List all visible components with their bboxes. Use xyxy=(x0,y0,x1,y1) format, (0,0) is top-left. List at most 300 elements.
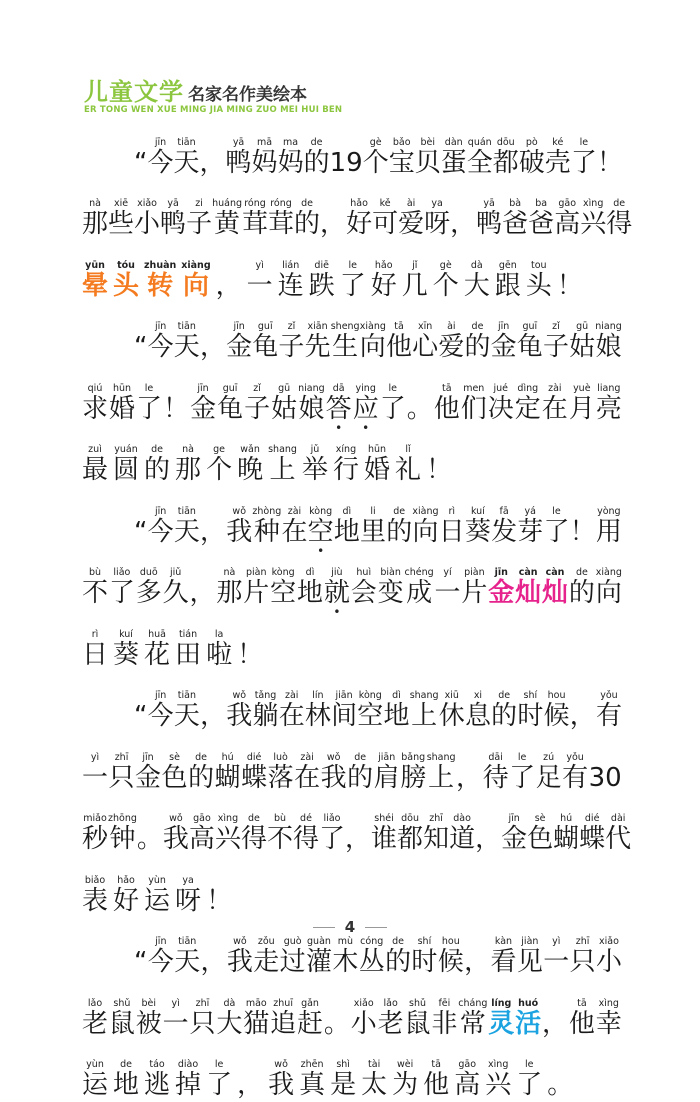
pinyin xyxy=(597,137,623,148)
pinyin: wǒ xyxy=(163,813,189,824)
hanzi-with-pinyin: 他tā xyxy=(423,1059,449,1098)
hanzi-with-pinyin: 子zǐ xyxy=(278,321,304,360)
pinyin: le xyxy=(136,383,162,394)
punctuation: 。 xyxy=(407,383,433,422)
hanzi-with-pinyin: 的de xyxy=(304,137,330,176)
hanzi-with-pinyin: 天tiān xyxy=(174,321,200,360)
pinyin xyxy=(450,198,476,209)
pinyin: le xyxy=(206,1059,232,1070)
pinyin: ya xyxy=(175,875,201,886)
text-line xyxy=(82,487,622,549)
pinyin: gè xyxy=(363,137,389,148)
pinyin: xiū xyxy=(439,690,465,701)
hanzi-with-pinyin: 有yǒu xyxy=(562,752,588,791)
hanzi-with-pinyin: 日rì xyxy=(439,506,465,545)
pinyin xyxy=(475,813,501,824)
hanzi-with-pinyin: 求qiú xyxy=(82,383,108,422)
pinyin: xiàng xyxy=(360,321,386,332)
hanzi-with-pinyin: 决jué xyxy=(488,383,514,422)
hanzi-with-pinyin: 爸ba xyxy=(528,198,554,237)
pinyin: dìng xyxy=(515,383,541,394)
pinyin: jiù xyxy=(324,567,350,578)
pinyin: lín xyxy=(305,690,331,701)
pinyin: hú xyxy=(553,813,579,824)
hanzi-with-pinyin: 的de xyxy=(144,444,170,483)
pinyin: zài xyxy=(279,690,305,701)
punctuation: ！ xyxy=(570,506,596,545)
pinyin: zhī xyxy=(109,752,135,763)
pinyin: dà xyxy=(464,260,490,271)
hanzi-with-pinyin: 里li xyxy=(360,506,386,545)
pinyin: zǐ xyxy=(278,321,304,332)
hanzi-with-pinyin: 变biàn xyxy=(378,567,404,606)
punctuation: “ xyxy=(134,324,147,360)
hanzi-with-pinyin: 表biǎo xyxy=(82,875,108,914)
text-line xyxy=(82,549,622,611)
hanzi-with-pinyin: 的de xyxy=(188,752,214,791)
punctuation: 30 xyxy=(589,755,622,791)
pinyin: jīn xyxy=(148,321,174,332)
pinyin: hú xyxy=(215,752,241,763)
pinyin: yuè xyxy=(569,383,595,394)
pinyin: yā xyxy=(476,198,502,209)
hanzi-with-pinyin: 婚hūn xyxy=(109,383,135,422)
hanzi-with-pinyin: 有yǒu xyxy=(596,690,622,729)
pinyin: hou xyxy=(438,936,464,947)
pinyin: tiān xyxy=(174,321,200,332)
hanzi-with-pinyin: 发fā xyxy=(491,506,517,545)
pinyin: liǎo xyxy=(109,567,135,578)
text-line xyxy=(82,364,622,426)
pinyin: zi xyxy=(186,198,212,209)
pinyin: cháng xyxy=(458,998,487,1009)
hanzi-with-pinyin: 高gāo xyxy=(189,813,215,852)
hanzi-with-pinyin: 个gè xyxy=(433,260,459,299)
pinyin: bù xyxy=(267,813,293,824)
pinyin: dà xyxy=(216,998,242,1009)
series-title: 儿童文学 xyxy=(84,78,184,106)
pinyin: le xyxy=(571,137,597,148)
punctuation: ， xyxy=(200,137,226,176)
pinyin: mā xyxy=(252,137,278,148)
pinyin: de xyxy=(294,198,320,209)
hanzi-with-pinyin: 宝bǎo xyxy=(389,137,415,176)
hanzi-with-pinyin: 地dì xyxy=(384,690,410,729)
hanzi-with-pinyin: 都dōu xyxy=(493,137,519,176)
hanzi-with-pinyin: 被bèi xyxy=(136,998,162,1037)
hanzi-with-pinyin: 得de xyxy=(606,198,632,237)
pinyin: zhī xyxy=(570,936,596,947)
pinyin: yí xyxy=(435,567,461,578)
hanzi-with-pinyin: 几jǐ xyxy=(402,260,428,299)
hanzi-with-pinyin: 休xiū xyxy=(439,690,465,729)
pinyin: jīn xyxy=(226,321,252,332)
pinyin: kě xyxy=(372,198,398,209)
text-line-content xyxy=(82,426,622,488)
hanzi-with-pinyin: 晕yūn xyxy=(82,260,108,299)
pinyin: bà xyxy=(502,198,528,209)
pinyin: wǒ xyxy=(321,752,347,763)
pinyin: xi xyxy=(465,690,491,701)
pinyin: dì xyxy=(384,690,410,701)
text-line xyxy=(82,426,622,488)
pinyin: jǔ xyxy=(302,444,328,455)
hanzi-with-pinyin: 看kàn xyxy=(491,936,517,975)
text-line-content xyxy=(82,487,622,549)
hanzi-with-pinyin: 黄huáng xyxy=(212,198,242,237)
hanzi-with-pinyin: 好hǎo xyxy=(113,875,139,914)
series-header xyxy=(84,72,342,115)
hanzi-with-pinyin: 为wèi xyxy=(392,1059,418,1098)
pinyin: zhī xyxy=(423,813,449,824)
hanzi-with-pinyin: 灌guàn xyxy=(306,936,332,975)
pinyin: xìng xyxy=(215,813,241,824)
hanzi-with-pinyin: 向xiàng xyxy=(360,321,386,360)
pinyin xyxy=(134,509,147,520)
hanzi-with-pinyin: 兴xìng xyxy=(485,1059,511,1098)
pinyin: zhuī xyxy=(270,998,296,1009)
pinyin: huáng xyxy=(212,198,242,209)
pinyin: shì xyxy=(330,1059,356,1070)
hanzi-with-pinyin: 灿càn xyxy=(515,567,541,606)
pinyin: le xyxy=(380,383,406,394)
pinyin: sè xyxy=(162,752,188,763)
pinyin: nà xyxy=(216,567,242,578)
punctuation: ， xyxy=(542,998,568,1037)
text-line xyxy=(82,672,622,734)
pinyin xyxy=(134,324,147,335)
pinyin: zhuàn xyxy=(144,260,176,271)
pinyin: shí xyxy=(517,690,543,701)
pinyin: jīn xyxy=(148,936,174,947)
pinyin xyxy=(589,755,622,766)
hanzi-with-pinyin: 贝bèi xyxy=(415,137,441,176)
pinyin: jiǔ xyxy=(163,567,189,578)
pinyin: duō xyxy=(136,567,162,578)
hanzi-with-pinyin: 运yùn xyxy=(144,875,170,914)
hanzi-with-pinyin: 最zuì xyxy=(82,444,108,483)
hanzi-with-pinyin: 今jīn xyxy=(148,936,174,975)
pinyin: wǒ xyxy=(227,936,253,947)
punctuation: ， xyxy=(237,1059,263,1098)
pinyin: biàn xyxy=(378,567,404,578)
pinyin: fēi xyxy=(431,998,457,1009)
pinyin: de xyxy=(347,752,373,763)
pinyin: tiān xyxy=(174,137,200,148)
pinyin: luò xyxy=(268,752,294,763)
pinyin: shǔ xyxy=(405,998,431,1009)
punctuation: ， xyxy=(201,936,227,975)
pinyin: tiān xyxy=(174,690,200,701)
pinyin: lǐ xyxy=(395,444,421,455)
hanzi-with-pinyin: 我wǒ xyxy=(226,690,252,729)
pinyin: xìng xyxy=(596,998,622,1009)
pinyin: zhī xyxy=(190,998,216,1009)
pinyin: lián xyxy=(278,260,304,271)
pinyin: tā xyxy=(434,383,460,394)
text-line-content xyxy=(82,241,622,303)
hanzi-with-pinyin: 天tiān xyxy=(174,690,200,729)
pinyin: càn xyxy=(515,567,541,578)
hanzi-with-pinyin: 蝶dié xyxy=(579,813,605,852)
hanzi-with-pinyin: 爱ài xyxy=(438,321,464,360)
hanzi-with-pinyin: 壳ké xyxy=(545,137,571,176)
punctuation: ， xyxy=(464,936,490,975)
pinyin: yá xyxy=(517,506,543,517)
hanzi-with-pinyin: 向xiàng xyxy=(412,506,438,545)
punctuation: ， xyxy=(570,690,596,729)
hanzi-with-pinyin: 老lǎo xyxy=(378,998,404,1037)
pinyin: men xyxy=(461,383,487,394)
pinyin: shang xyxy=(268,444,297,455)
hanzi-with-pinyin: 上shang xyxy=(268,444,297,483)
pinyin: yùn xyxy=(82,1059,108,1070)
pinyin: de xyxy=(188,752,214,763)
pinyin: dié xyxy=(241,752,267,763)
pinyin: bǎo xyxy=(389,137,415,148)
hanzi-with-pinyin: 了le xyxy=(516,1059,542,1098)
pinyin: tiān xyxy=(174,936,200,947)
pinyin: le xyxy=(340,260,366,271)
hanzi-with-pinyin: 的de xyxy=(347,752,373,791)
hanzi-with-pinyin: 葵kuí xyxy=(465,506,491,545)
hanzi-with-pinyin: 真zhēn xyxy=(299,1059,325,1098)
pinyin: jīn xyxy=(147,137,173,148)
pinyin: hūn xyxy=(109,383,135,394)
pinyin: jīn xyxy=(491,321,517,332)
hanzi-with-pinyin: 跟gēn xyxy=(495,260,521,299)
pinyin xyxy=(201,936,227,947)
pinyin: kuí xyxy=(465,506,491,517)
hanzi-with-pinyin: 今jīn xyxy=(147,137,173,176)
pinyin: hǎo xyxy=(113,875,139,886)
pinyin: zhēn xyxy=(299,1059,325,1070)
pinyin: yì xyxy=(163,998,189,1009)
hanzi-with-pinyin: 钟zhōng xyxy=(108,813,137,852)
pinyin xyxy=(345,813,371,824)
series-subtitle: 名家名作美绘本 xyxy=(188,85,307,105)
pinyin: diào xyxy=(175,1059,201,1070)
pinyin xyxy=(237,629,263,640)
pinyin: huó xyxy=(515,998,541,1009)
pinyin: de xyxy=(569,567,595,578)
hanzi-with-pinyin: 姑gū xyxy=(569,321,595,360)
pinyin: kuí xyxy=(113,629,139,640)
pinyin: de xyxy=(144,444,170,455)
pinyin: guī xyxy=(252,321,278,332)
hanzi-with-pinyin: 上shang xyxy=(410,690,439,729)
text-line-content xyxy=(82,118,622,180)
pinyin xyxy=(237,1059,263,1070)
hanzi-with-pinyin: 大dà xyxy=(216,998,242,1037)
hanzi-with-pinyin: 妈mā xyxy=(252,137,278,176)
hanzi-with-pinyin: 都dōu xyxy=(397,813,423,852)
pinyin xyxy=(206,875,232,886)
punctuation: “ xyxy=(134,140,147,176)
hanzi-with-pinyin: 天tiān xyxy=(174,506,200,545)
pinyin xyxy=(163,383,189,394)
pinyin: chéng xyxy=(405,567,434,578)
hanzi-with-pinyin: 娘niang xyxy=(595,321,622,360)
punctuation: 19 xyxy=(330,140,363,176)
hanzi-with-pinyin: 久jiǔ xyxy=(163,567,189,606)
hanzi-with-pinyin: 花huā xyxy=(144,629,170,668)
hanzi-with-pinyin: 全quán xyxy=(467,137,493,176)
hanzi-with-pinyin: 月yuè xyxy=(569,383,595,422)
hanzi-with-pinyin: 小xiǎo xyxy=(351,998,377,1037)
pinyin: de xyxy=(386,506,412,517)
pinyin: gū xyxy=(569,321,595,332)
pinyin: wǎn xyxy=(237,444,263,455)
hanzi-with-pinyin: 猫māo xyxy=(243,998,269,1037)
pinyin: māo xyxy=(243,998,269,1009)
hanzi-with-pinyin: 金jīn xyxy=(488,567,514,606)
hanzi-with-pinyin: 是shì xyxy=(330,1059,356,1098)
hanzi-with-pinyin: 色sè xyxy=(527,813,553,852)
hanzi-with-pinyin: 就jiù • xyxy=(324,567,350,606)
hanzi-with-pinyin: 了le xyxy=(509,752,535,791)
pinyin: quán xyxy=(467,137,493,148)
hanzi-with-pinyin: 得de xyxy=(241,813,267,852)
punctuation: 。 xyxy=(137,813,163,852)
hanzi-with-pinyin: 他tā xyxy=(434,383,460,422)
hanzi-with-pinyin: 今jīn xyxy=(148,690,174,729)
hanzi-with-pinyin: 他tā xyxy=(386,321,412,360)
hanzi-with-pinyin: 种zhòng xyxy=(252,506,281,545)
pinyin: jiān xyxy=(374,752,400,763)
hanzi-with-pinyin: 爱ài xyxy=(398,198,424,237)
pinyin: yuán xyxy=(113,444,139,455)
pinyin: wǒ xyxy=(268,1059,294,1070)
pinyin: liang xyxy=(596,383,622,394)
pinyin: la xyxy=(206,629,232,640)
hanzi-with-pinyin: 地dì xyxy=(334,506,360,545)
text-line xyxy=(82,118,622,180)
hanzi-with-pinyin: 太tài xyxy=(361,1059,387,1098)
text-line-content xyxy=(82,303,622,365)
text-line-content xyxy=(82,180,622,242)
pinyin: yūn xyxy=(82,260,108,271)
hanzi-with-pinyin: 子zi xyxy=(186,198,212,237)
hanzi-with-pinyin: 鸭yā xyxy=(226,137,252,176)
pinyin: li xyxy=(360,506,386,517)
hanzi-with-pinyin: 亮liang xyxy=(596,383,622,422)
pinyin: jǐ xyxy=(402,260,428,271)
pinyin: tā xyxy=(423,1059,449,1070)
pinyin: bǎng xyxy=(400,752,426,763)
hanzi-with-pinyin: 一yí xyxy=(435,567,461,606)
pinyin: sè xyxy=(527,813,553,824)
hanzi-with-pinyin: 头tou xyxy=(526,260,552,299)
pinyin: nà xyxy=(175,444,201,455)
pinyin: yǒu xyxy=(562,752,588,763)
hanzi-with-pinyin: 灵líng xyxy=(488,998,514,1037)
hanzi-with-pinyin: 妈ma xyxy=(278,137,304,176)
footer-rule-left xyxy=(313,927,335,928)
hanzi-with-pinyin: 爸bà xyxy=(502,198,528,237)
hanzi-with-pinyin: 向xiàng xyxy=(181,260,210,299)
hanzi-with-pinyin: 鸭yā xyxy=(160,198,186,237)
pinyin: gēn xyxy=(495,260,521,271)
hanzi-with-pinyin: 的de xyxy=(569,567,595,606)
pinyin: tā xyxy=(386,321,412,332)
pinyin: yùn xyxy=(144,875,170,886)
hanzi-with-pinyin: 落luò xyxy=(268,752,294,791)
pinyin xyxy=(200,137,226,148)
pinyin: ba xyxy=(528,198,554,209)
hanzi-with-pinyin: 的de xyxy=(491,690,517,729)
hanzi-with-pinyin: 一yì xyxy=(163,998,189,1037)
pinyin xyxy=(547,1059,573,1070)
hanzi-with-pinyin: 芽yá xyxy=(517,506,543,545)
pinyin: ma xyxy=(278,137,304,148)
hanzi-with-pinyin: 在zài xyxy=(279,690,305,729)
hanzi-with-pinyin: 得dé xyxy=(293,813,319,852)
hanzi-with-pinyin: 待dāi xyxy=(483,752,509,791)
pinyin xyxy=(134,140,147,151)
pinyin: bèi xyxy=(136,998,162,1009)
pinyin xyxy=(216,260,242,271)
hanzi-with-pinyin: 破pò xyxy=(519,137,545,176)
pinyin: xiān xyxy=(305,321,331,332)
hanzi-with-pinyin: 天tiān xyxy=(174,137,200,176)
hanzi-with-pinyin: 金jīn xyxy=(491,321,517,360)
hanzi-with-pinyin: 一yì xyxy=(82,752,108,791)
pinyin: dì xyxy=(334,506,360,517)
hanzi-with-pinyin: 向xiàng xyxy=(596,567,622,606)
hanzi-with-pinyin: 今jīn xyxy=(148,506,174,545)
pinyin: wèi xyxy=(392,1059,418,1070)
page-footer xyxy=(0,918,700,936)
pinyin: dì xyxy=(297,567,323,578)
hanzi-with-pinyin: 金jīn xyxy=(226,321,252,360)
pinyin: wǒ xyxy=(226,506,252,517)
hanzi-with-pinyin: 好hǎo xyxy=(371,260,397,299)
hanzi-with-pinyin: 的de xyxy=(464,321,490,360)
hanzi-with-pinyin: 我wǒ xyxy=(163,813,189,852)
pinyin: zǐ xyxy=(244,383,270,394)
pinyin: sheng xyxy=(331,321,360,332)
pinyin: gāo xyxy=(189,813,215,824)
pinyin xyxy=(134,693,147,704)
hanzi-with-pinyin: 赶gǎn xyxy=(297,998,323,1037)
pinyin: róng xyxy=(242,198,268,209)
hanzi-with-pinyin: 们men xyxy=(461,383,487,422)
hanzi-with-pinyin: 那nà xyxy=(175,444,201,483)
text-line-content xyxy=(82,610,622,672)
pinyin xyxy=(137,813,163,824)
hanzi-with-pinyin: 那nà xyxy=(216,567,242,606)
hanzi-with-pinyin: 在zài xyxy=(294,752,320,791)
pinyin: de xyxy=(491,690,517,701)
pinyin: kòng xyxy=(270,567,296,578)
hanzi-with-pinyin: 定dìng xyxy=(515,383,541,422)
text-line xyxy=(82,856,622,918)
pinyin: hou xyxy=(544,690,570,701)
punctuation: ， xyxy=(216,260,242,299)
pinyin xyxy=(190,567,216,578)
hanzi-with-pinyin: 子zǐ xyxy=(244,383,270,422)
pinyin: zài xyxy=(294,752,320,763)
hanzi-with-pinyin: 代dài xyxy=(605,813,631,852)
pinyin: fā xyxy=(491,506,517,517)
pinyin xyxy=(570,506,596,517)
pinyin: de xyxy=(241,813,267,824)
punctuation: ！ xyxy=(206,875,232,914)
hanzi-with-pinyin: 礼lǐ xyxy=(395,444,421,483)
hanzi-with-pinyin: 片piàn xyxy=(243,567,269,606)
pinyin: xiē xyxy=(108,198,134,209)
